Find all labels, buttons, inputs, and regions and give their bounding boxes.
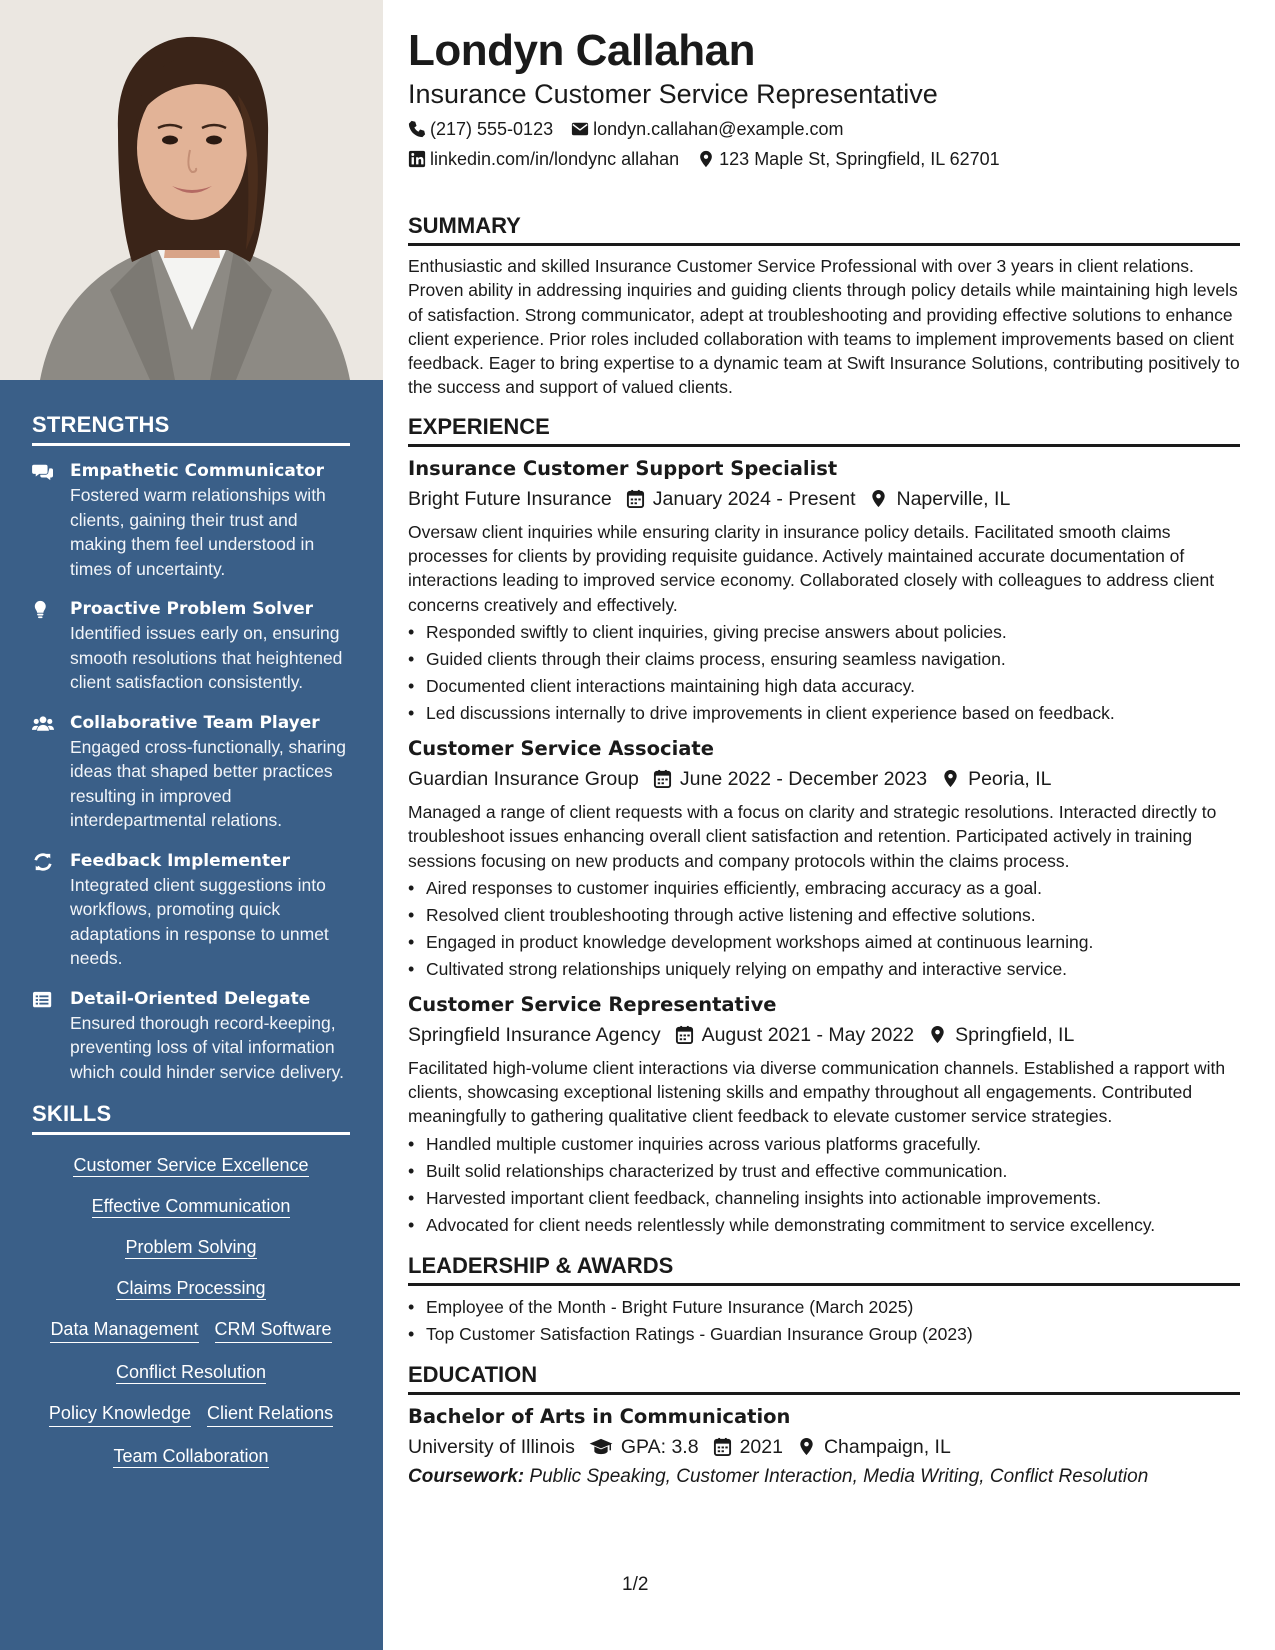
strength-desc: Ensured thorough record-keeping, preventing loss of vital information which could hinder service delivery.: [70, 1012, 344, 1082]
candidate-title: Insurance Customer Service Representative: [408, 79, 938, 109]
job-dates: June 2022 - December 2023: [679, 767, 928, 790]
strength-title: Empathetic Communicator: [70, 461, 325, 481]
email-contact: [571, 117, 843, 141]
skill-tag: Effective Communication: [91, 1196, 291, 1216]
contact-row: [408, 147, 1240, 171]
list-item: • Built solid relationships characterized by trust and effective communication.: [408, 1158, 1240, 1185]
job-description: Facilitated high-volume client interactions via diverse communication channels. Established a rapport with clients, showcasing exceptional listening skills and empathy throughout all engagements. Contributed meaningfully to gathering qualitative client feedback to elevate customer service strategies.: [408, 1057, 1226, 1127]
job-location: Naperville, IL: [896, 487, 1011, 510]
school-name: University of Illinois: [408, 1435, 575, 1458]
map-marker-icon: [928, 1025, 947, 1044]
company-name: Springfield Insurance Agency: [408, 1023, 661, 1046]
skill-tag: CRM Software: [215, 1317, 332, 1343]
job-description: Managed a range of client requests with a focus on clarity and strategic resolutions. Interacted directly to troubleshoot issues enhancing overall client satisfaction and retention. Participated actively in training sessions focusing on new products and company protocols within the claims process.: [408, 801, 1217, 871]
job-location: Peoria, IL: [968, 767, 1052, 790]
phone-icon: [408, 120, 426, 138]
job-dates: August 2021 - May 2022: [701, 1023, 915, 1046]
strength-desc: Identified issues early on, ensuring smooth resolutions that heightened client satisfaction consistently.: [70, 623, 343, 692]
list-item: • Responded swiftly to client inquiries, giving precise answers about policies.: [408, 619, 1240, 646]
awards-heading: LEADERSHIP & AWARDS: [408, 1253, 1240, 1286]
job-meta: [408, 1021, 1240, 1049]
job-bullets: [408, 619, 1240, 727]
company-name: Bright Future Insurance: [408, 487, 612, 510]
skills-heading: SKILLS: [32, 1101, 350, 1135]
strength-title: Feedback Implementer: [70, 850, 291, 871]
degree-title: Bachelor of Arts in Communication: [408, 1404, 791, 1428]
calendar-icon: [653, 769, 672, 788]
job-entry: [408, 455, 1240, 727]
summary-text: Enthusiastic and skilled Insurance Customer Service Professional with over 3 years in client relations. Proven ability in addressing inquiries and guiding clients through policy details while maintaining high levels of satisfaction. Strong communicator, adept at troubleshooting and providing effective solutions to enhance client experience. Prior roles included collaboration with teams to implement improvements based on client feedback. Eager to bring expertise to a dynamic team at Swift Insurance Solutions, contributing positively to the success and support of valued clients.: [408, 256, 1240, 398]
email-address: londyn.callahan@example.com: [593, 119, 844, 139]
skill-tag: Policy Knowledge: [49, 1401, 191, 1427]
job-dates: January 2024 - Present: [652, 487, 856, 510]
strength-title: Collaborative Team Player: [70, 712, 320, 733]
list-item: • Led discussions internally to drive improvements in client experience based on feedback.: [408, 700, 1240, 727]
strength-desc: Engaged cross-functionally, sharing ideas that shaped better practices resulting in improved interdepartmental relations.: [70, 736, 346, 830]
strength-item: [32, 712, 350, 833]
calendar-icon: [675, 1025, 694, 1044]
skill-tag: Data Management: [50, 1317, 198, 1343]
linkedin-contact: [408, 147, 679, 171]
list-item: • Cultivated strong relationships uniquely relying on empathy and interactive service.: [408, 956, 1240, 983]
comments-icon: [32, 460, 70, 581]
strength-title: Proactive Problem Solver: [70, 599, 313, 619]
profile-photo: [0, 0, 383, 380]
education-meta: [408, 1433, 1240, 1461]
strength-item: [32, 988, 350, 1085]
graduation-cap-icon: [589, 1437, 613, 1456]
strength-item: [32, 850, 350, 971]
job-entry: [408, 735, 1240, 983]
job-bullets: [408, 875, 1240, 983]
phone-number: (217) 555-0123: [430, 119, 554, 139]
coursework-list: Public Speaking, Customer Interaction, Media Writing, Conflict Resolution: [529, 1465, 1149, 1487]
list-item: • Employee of the Month - Bright Future Insurance (March 2025): [408, 1294, 1240, 1321]
linkedin-icon: [408, 150, 426, 168]
skills-list: [32, 1149, 350, 1468]
phone-contact: [408, 117, 553, 141]
strength-item: [32, 598, 350, 695]
skill-tag: Customer Service Excellence: [73, 1155, 309, 1175]
page-number: 1/2: [622, 1574, 649, 1595]
list-item: • Top Customer Satisfaction Ratings - Guardian Insurance Group (2023): [408, 1321, 1240, 1348]
main-content: [408, 26, 1240, 1491]
contact-row: [408, 117, 1240, 141]
job-entry: [408, 991, 1240, 1239]
education-location: Champaign, IL: [823, 1435, 951, 1458]
job-meta: [408, 765, 1240, 793]
sidebar-content: [32, 412, 350, 1468]
summary-heading: SUMMARY: [408, 213, 1240, 246]
list-item: • Handled multiple customer inquiries across various platforms gracefully.: [408, 1131, 1240, 1158]
lightbulb-icon: [32, 598, 70, 695]
job-title: Customer Service Representative: [408, 992, 777, 1016]
skill-tag: Client Relations: [207, 1401, 333, 1427]
map-marker-icon: [697, 150, 715, 168]
strength-desc: Integrated client suggestions into workflows, promoting quick adaptations in response to unmet needs.: [70, 874, 329, 968]
job-location: Springfield, IL: [955, 1023, 1075, 1046]
experience-heading: EXPERIENCE: [408, 414, 1240, 447]
strength-item: [32, 460, 350, 581]
gpa: GPA: 3.8: [620, 1435, 699, 1458]
skill-tag: Team Collaboration: [113, 1446, 269, 1466]
candidate-name: Londyn Callahan: [408, 26, 755, 75]
linkedin-url: linkedin.com/in/londync allahan: [430, 149, 680, 169]
sidebar: [0, 0, 383, 1650]
calendar-icon: [713, 1437, 732, 1456]
list-item: • Advocated for client needs relentlessly while demonstrating commitment to service excellency.: [408, 1212, 1240, 1239]
list-item: • Harvested important client feedback, channeling insights into actionable improvements.: [408, 1185, 1240, 1212]
job-bullets: [408, 1131, 1240, 1239]
company-name: Guardian Insurance Group: [408, 767, 639, 790]
job-title: Insurance Customer Support Specialist: [408, 456, 838, 480]
strength-desc: Fostered warm relationships with clients, gaining their trust and making them feel understood in times of uncertainty.: [70, 485, 326, 579]
job-title: Customer Service Associate: [408, 736, 714, 760]
calendar-icon: [626, 489, 645, 508]
list-item: • Documented client interactions maintaining high data accuracy.: [408, 673, 1240, 700]
map-marker-icon: [797, 1437, 816, 1456]
job-description: Oversaw client inquiries while ensuring clarity in insurance policy details. Facilitated smooth claims processes for clients by providing requisite guidance. Actively maintained accurate documentation of interactions leading to improved service economy. Collaborated closely with colleagues to address client concerns creatively and effectively.: [408, 521, 1215, 615]
coursework: [408, 1463, 1240, 1491]
awards-list: [408, 1294, 1240, 1348]
job-meta: [408, 485, 1240, 513]
skill-tag: Problem Solving: [125, 1237, 257, 1257]
list-item: • Guided clients through their claims process, ensuring seamless navigation.: [408, 646, 1240, 673]
envelope-icon: [571, 120, 589, 138]
list-item: • Aired responses to customer inquiries efficiently, embracing accuracy as a goal.: [408, 875, 1240, 902]
education-heading: EDUCATION: [408, 1362, 1240, 1395]
list-alt-icon: [32, 988, 70, 1085]
strengths-heading: STRENGTHS: [32, 412, 350, 446]
map-marker-icon: [869, 489, 888, 508]
street-address: 123 Maple St, Springfield, IL 62701: [719, 149, 1000, 169]
list-item: • Resolved client troubleshooting through active listening and effective solutions.: [408, 902, 1240, 929]
coursework-label: Coursework:: [408, 1465, 525, 1487]
graduation-year: 2021: [739, 1435, 783, 1458]
map-marker-icon: [941, 769, 960, 788]
skill-tag: Conflict Resolution: [115, 1362, 267, 1382]
skill-tag: Claims Processing: [116, 1278, 266, 1298]
address-contact: [697, 147, 1000, 171]
users-icon: [32, 712, 70, 833]
strength-title: Detail-Oriented Delegate: [70, 988, 311, 1009]
sync-icon: [32, 850, 70, 971]
list-item: • Engaged in product knowledge development workshops aimed at continuous learning.: [408, 929, 1240, 956]
